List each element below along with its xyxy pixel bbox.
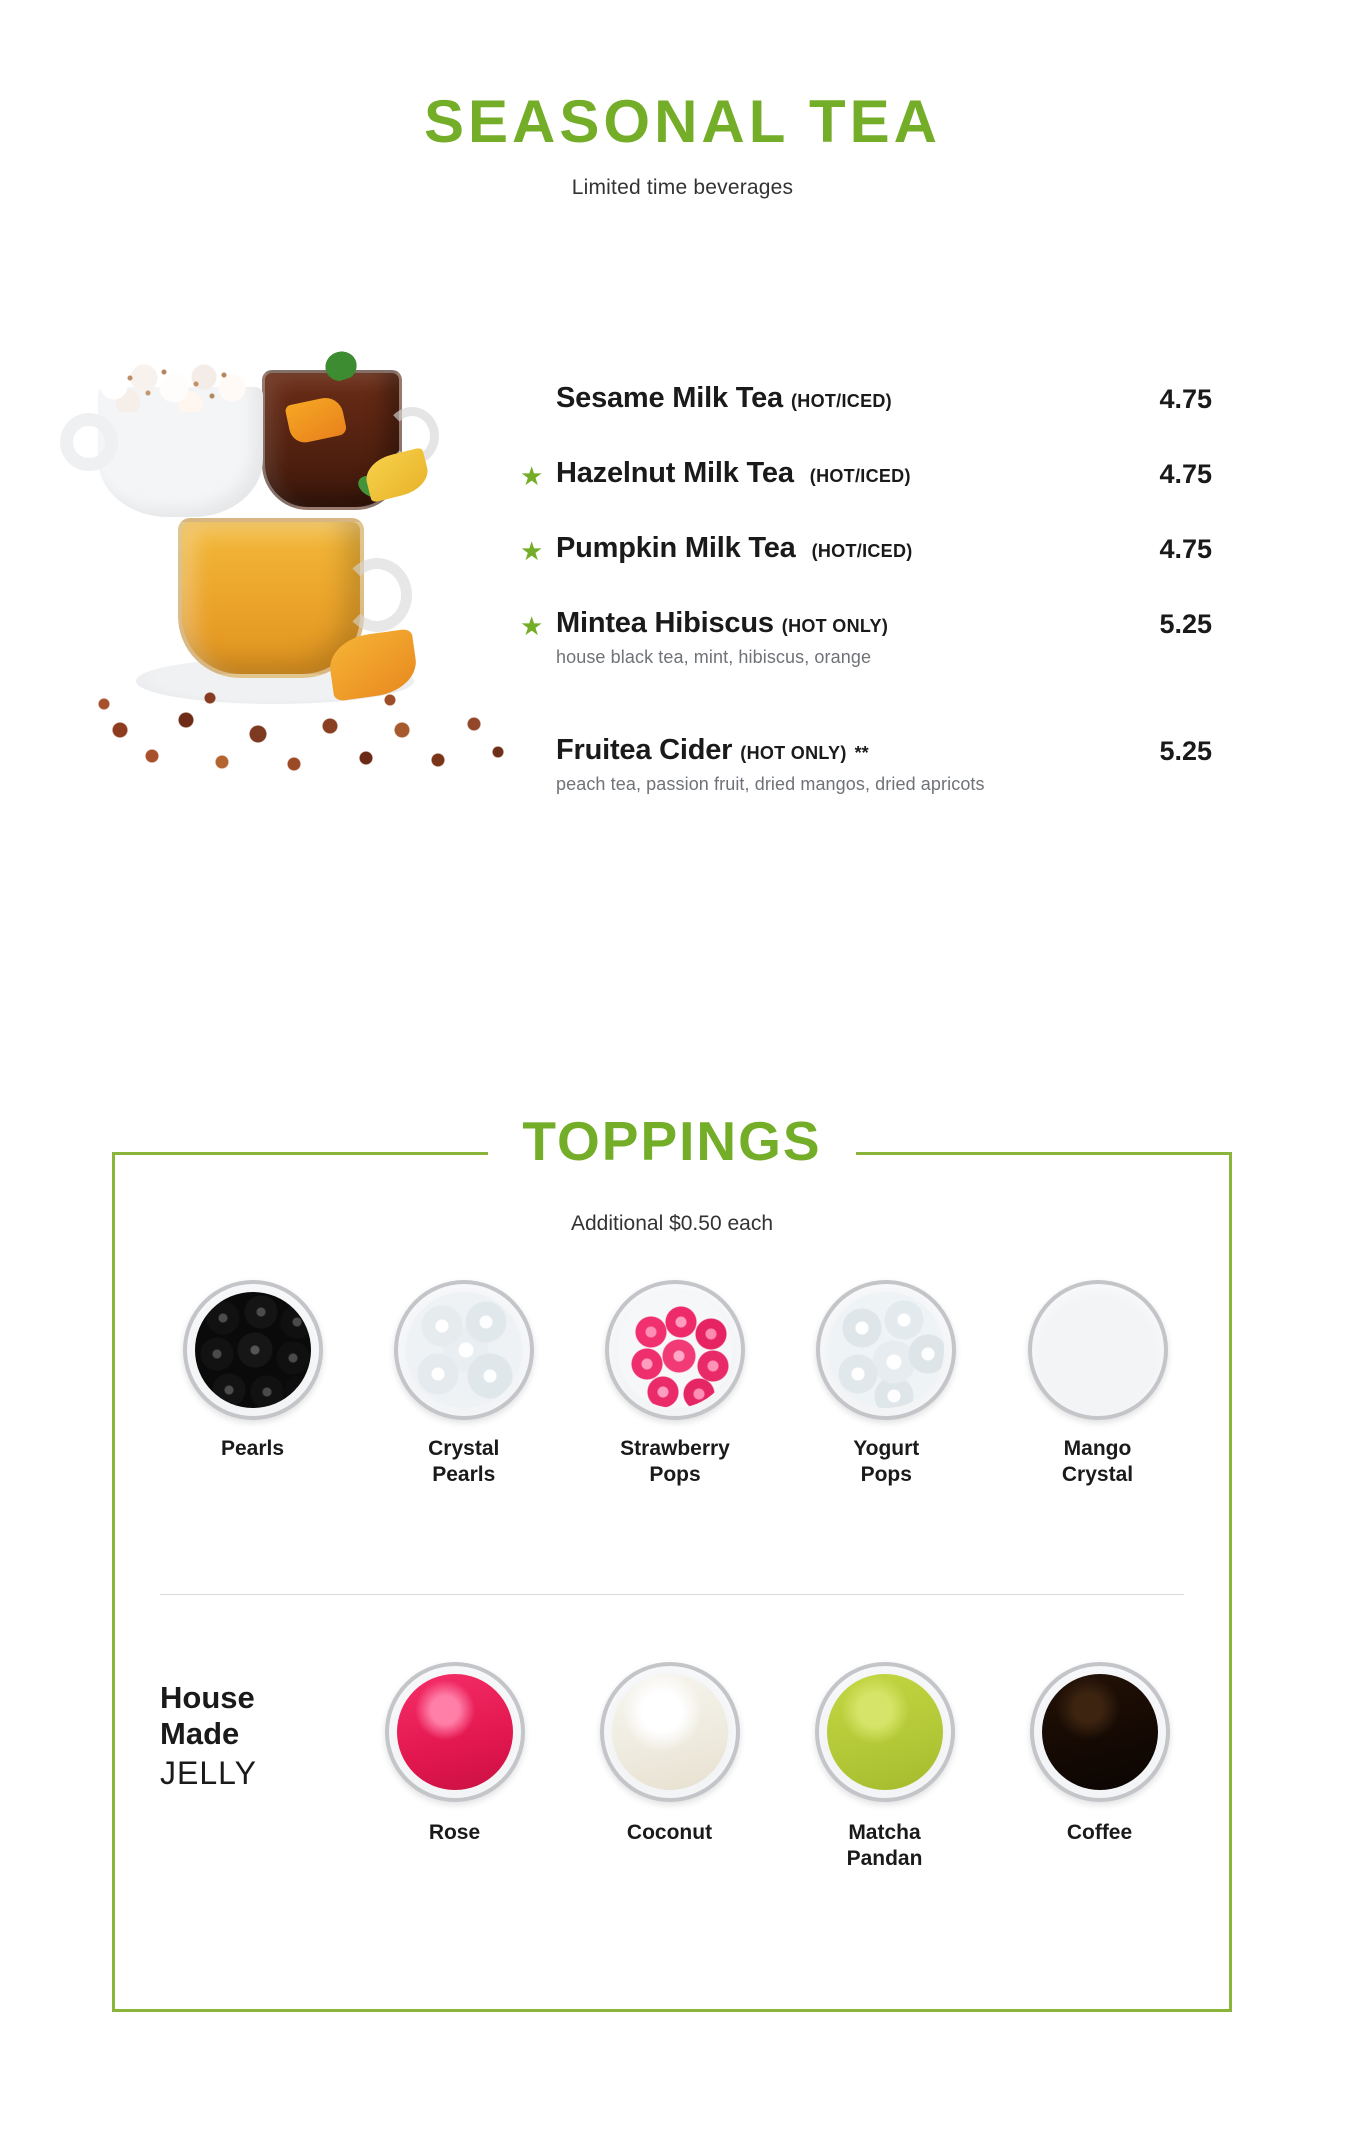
menu-item-pumpkin-milk-tea[interactable] [520, 532, 1256, 566]
page-title: SEASONAL TEA [424, 88, 941, 155]
coconut-jelly-bowl-icon [600, 1662, 740, 1802]
menu-item-footnote-marker: ** [854, 743, 869, 763]
toppings-divider [160, 1594, 1184, 1595]
topping-pearls[interactable] [160, 1280, 345, 1462]
menu-item-name: Pumpkin Milk Tea [556, 532, 796, 564]
topping-label-line1: Mango [1063, 1437, 1132, 1460]
dried-petals-icon [90, 660, 530, 790]
menu-item-description: house black tea, mint, hibiscus, orange [556, 647, 872, 667]
topping-label-line2: Pandan [846, 1847, 923, 1871]
yogurt-pops-bowl-icon [816, 1280, 956, 1420]
seasonal-menu-list [520, 382, 1256, 837]
topping-crystal-pearls[interactable] [371, 1280, 556, 1489]
topping-label: Rose [428, 1821, 481, 1844]
topping-rose-jelly[interactable] [362, 1662, 547, 1846]
menu-item-sesame-milk-tea[interactable] [556, 382, 1256, 415]
menu-item-temperature: (HOT/ICED) [790, 391, 892, 411]
house-made-jelly-heading [160, 1680, 360, 1792]
menu-item-name: Sesame Milk Tea [556, 382, 783, 414]
topping-label-line2: Pops [860, 1463, 912, 1487]
seasonal-drinks-photo [30, 342, 550, 802]
mango-crystal-bowl-icon [1028, 1280, 1168, 1420]
menu-item-name: Mintea Hibiscus [556, 607, 774, 639]
house-made-line3: JELLY [160, 1755, 257, 1792]
topping-mango-crystal[interactable] [1005, 1280, 1190, 1489]
topping-label-line1: Matcha [848, 1821, 921, 1844]
topping-label-line2: Pops [649, 1463, 701, 1487]
menu-item-price: 5.25 [1159, 609, 1212, 639]
topping-yogurt-pops[interactable] [794, 1280, 979, 1489]
menu-item-fruitea-cider[interactable] [556, 734, 1256, 795]
star-icon: ★ [520, 461, 544, 491]
toppings-section [112, 1110, 1232, 2012]
topping-label-line1: Strawberry [620, 1437, 730, 1460]
toppings-title [112, 1110, 1232, 1172]
toppings-row-jelly [362, 1662, 1192, 1873]
menu-item-temperature: (HOT ONLY) [781, 616, 889, 636]
menu-item-price: 5.25 [1159, 736, 1212, 766]
topping-label [1005, 1436, 1190, 1489]
topping-label: Coconut [626, 1821, 713, 1844]
rose-jelly-bowl-icon [385, 1662, 525, 1802]
star-icon: ★ [520, 536, 544, 566]
topping-label [371, 1436, 556, 1489]
topping-label-line1: Yogurt [853, 1437, 920, 1460]
page-subtitle: Limited time beverages [571, 176, 794, 199]
topping-matcha-pandan-jelly[interactable] [792, 1662, 977, 1873]
matcha-pandan-jelly-bowl-icon [815, 1662, 955, 1802]
coffee-jelly-bowl-icon [1030, 1662, 1170, 1802]
topping-label [583, 1436, 768, 1489]
pearls-bowl-icon [183, 1280, 323, 1420]
menu-item-hazelnut-milk-tea[interactable] [520, 457, 1256, 491]
menu-item-temperature: (HOT/ICED) [811, 541, 913, 561]
topping-label: Pearls [220, 1437, 285, 1460]
menu-item-name: Hazelnut Milk Tea [556, 457, 794, 489]
topping-label [792, 1820, 977, 1873]
crystal-pearls-bowl-icon [394, 1280, 534, 1420]
cocoa-dust-icon [112, 366, 252, 406]
topping-label-line2: Crystal [1061, 1463, 1134, 1487]
house-made-line2: Made [160, 1715, 240, 1751]
menu-item-description: peach tea, passion fruit, dried mangos, dried apricots [556, 774, 985, 794]
star-icon: ★ [520, 611, 544, 641]
house-made-line1: House [160, 1680, 255, 1715]
menu-item-price: 4.75 [1159, 534, 1212, 564]
toppings-row-standard [160, 1280, 1190, 1489]
menu-item-temperature: (HOT ONLY) [740, 743, 847, 763]
topping-label-line1: Crystal [428, 1437, 500, 1460]
topping-coconut-jelly[interactable] [577, 1662, 762, 1846]
topping-coffee-jelly[interactable] [1007, 1662, 1192, 1846]
menu-item-price: 4.75 [1159, 459, 1212, 489]
menu-item-temperature: (HOT/ICED) [809, 466, 911, 486]
strawberry-pops-bowl-icon [605, 1280, 745, 1420]
toppings-title-text: TOPPINGS [488, 1110, 855, 1172]
toppings-subtitle: Additional $0.50 each [571, 1212, 773, 1235]
menu-item-name: Fruitea Cider [556, 734, 733, 766]
menu-item-mintea-hibiscus[interactable] [520, 607, 1256, 668]
topping-label: Coffee [1066, 1821, 1133, 1844]
topping-label [794, 1436, 979, 1489]
topping-label-line2: Pearls [432, 1463, 496, 1487]
seasonal-tea-section [0, 88, 1365, 794]
menu-item-price: 4.75 [1159, 384, 1212, 414]
topping-strawberry-pops[interactable] [583, 1280, 768, 1489]
